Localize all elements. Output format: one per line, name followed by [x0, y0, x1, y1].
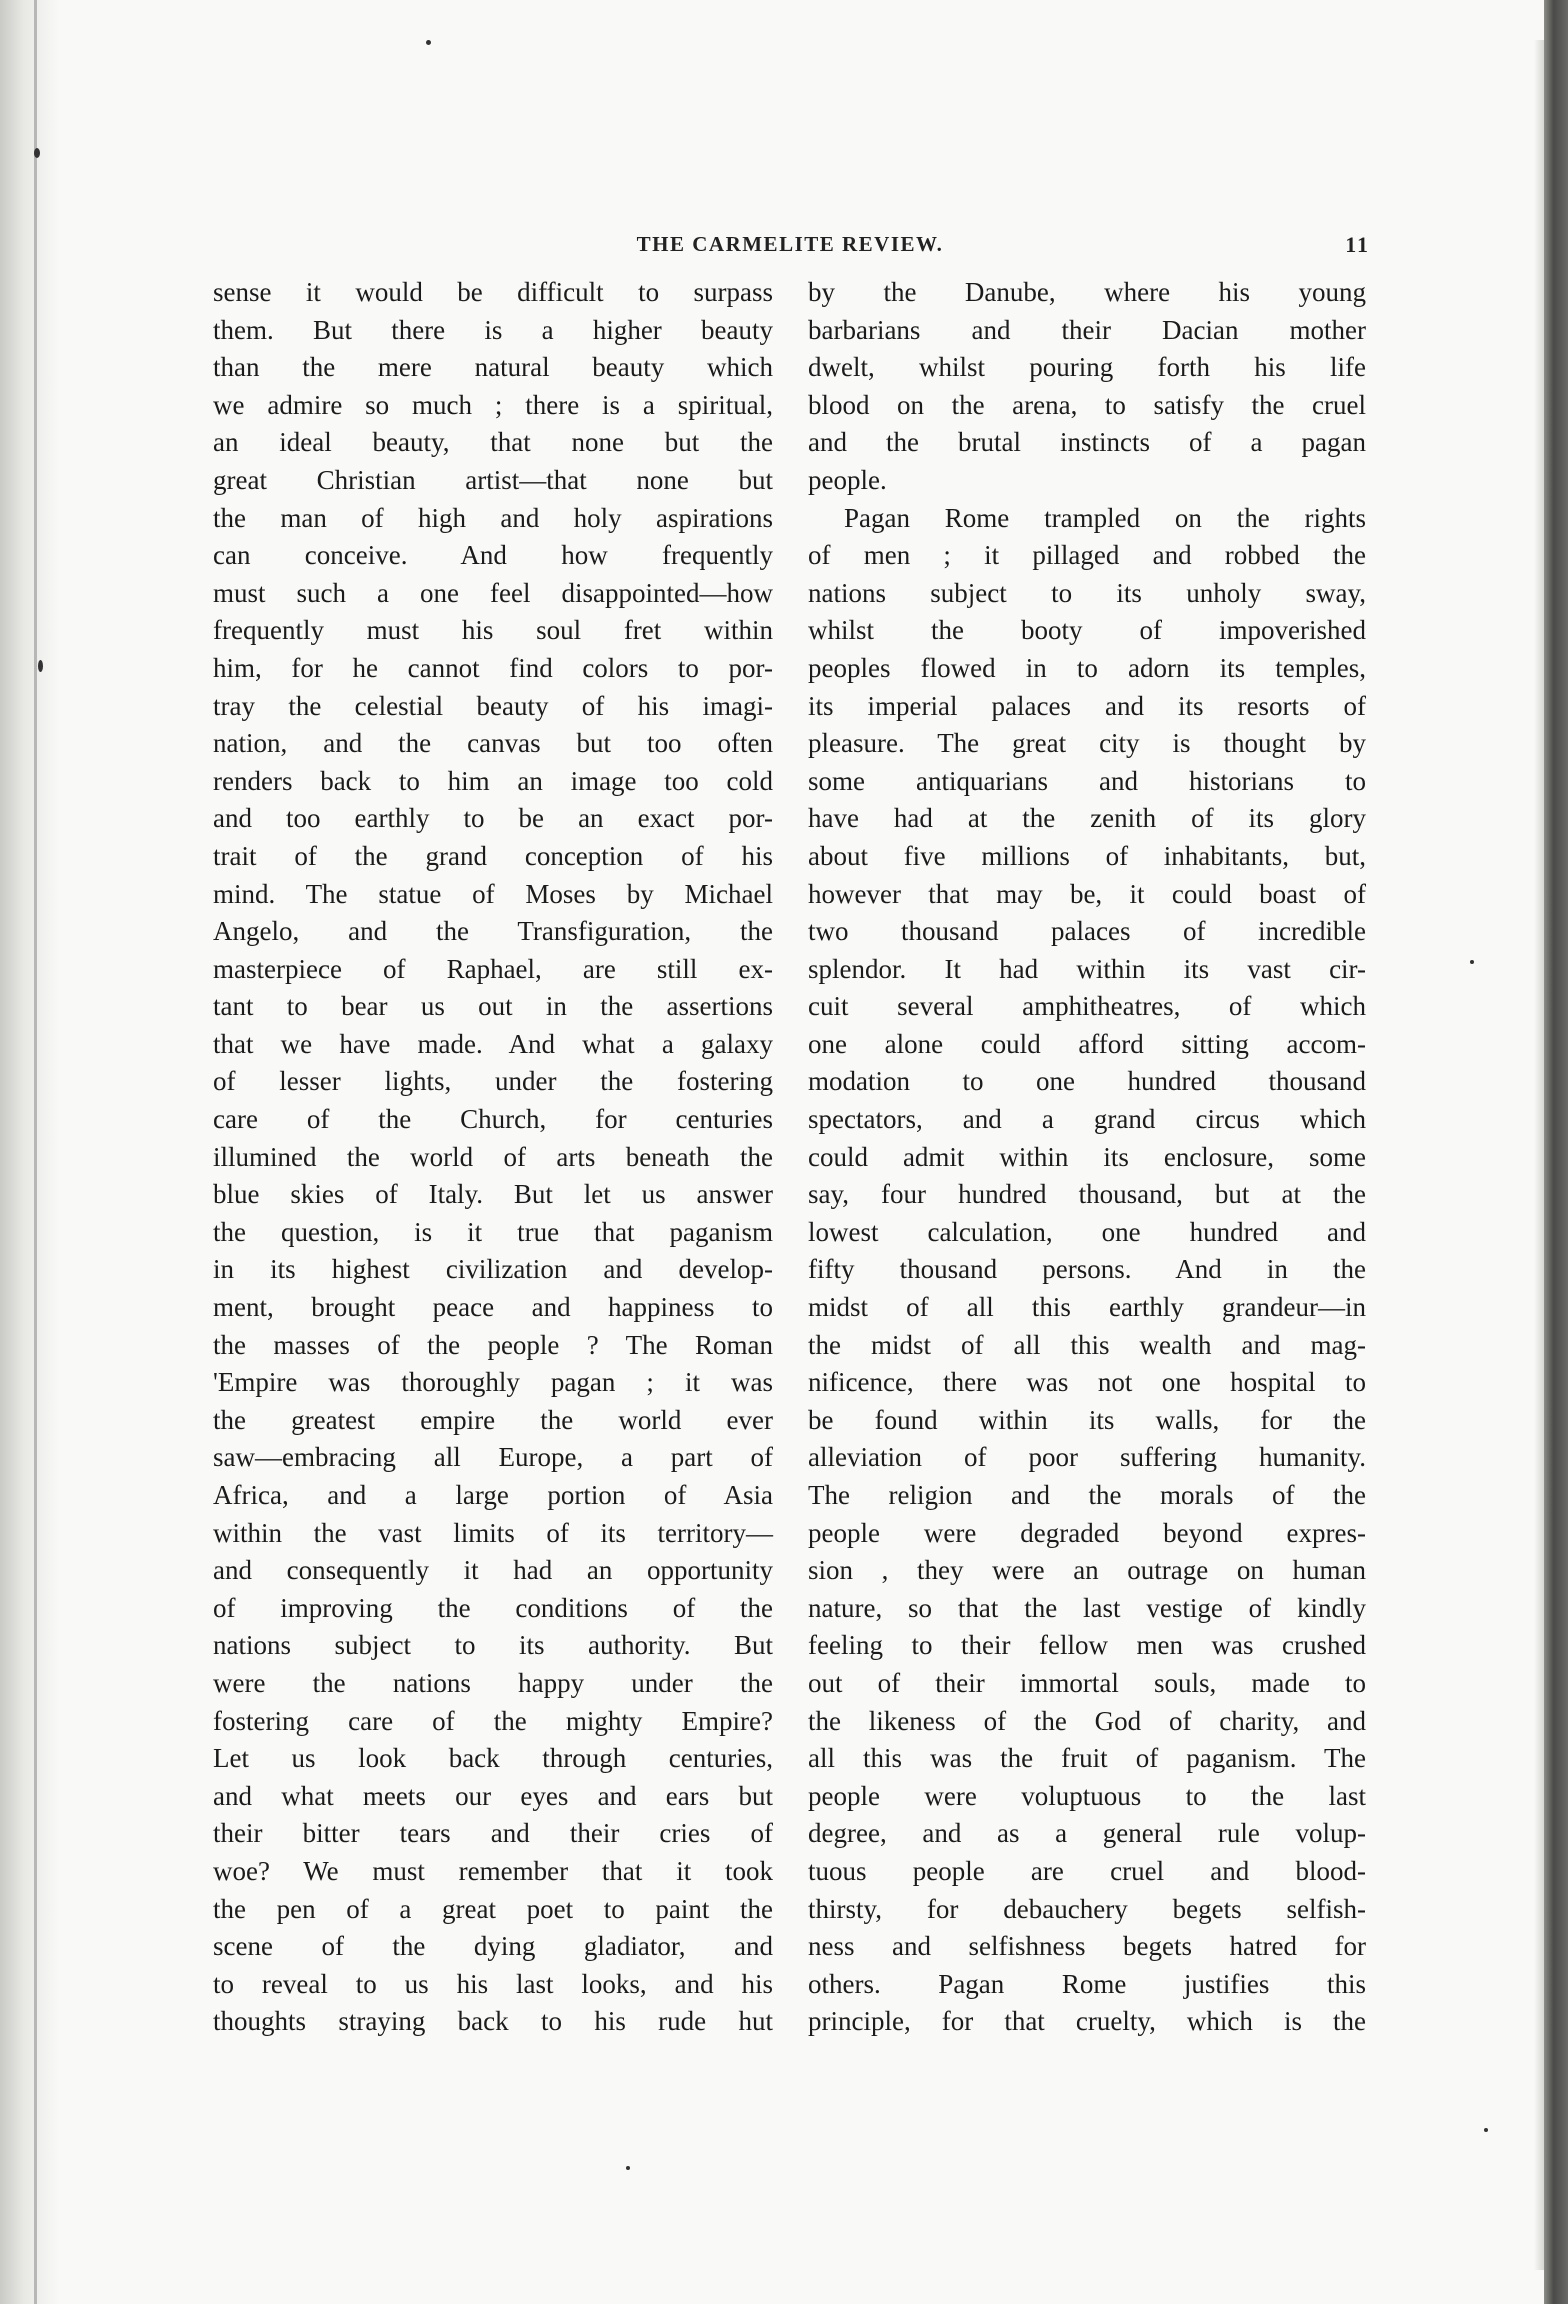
scan-speck — [1470, 960, 1474, 964]
text-line: out of their immortal souls, made to — [808, 1667, 1366, 1698]
running-header — [210, 232, 1370, 272]
text-line: must such a one feel disappointed—how — [213, 577, 773, 608]
text-line: splendor. It had within its vast cir- — [808, 953, 1366, 984]
scan-speck — [1484, 2128, 1488, 2132]
text-line: whilst the booty of impoverished — [808, 615, 1366, 646]
page-number: 11 — [1345, 232, 1370, 257]
text-line: degree, and as a general rule volup- — [808, 1818, 1366, 1849]
text-line: that we have made. And what a galaxy — [213, 1028, 773, 1059]
text-line: spectators, and a grand circus which — [808, 1104, 1366, 1135]
text-line: lowest calculation, one hundred and — [808, 1216, 1366, 1247]
text-line: midst of all this earthly grandeur—in — [808, 1292, 1366, 1323]
text-line: dwelt, whilst pouring forth his life — [808, 352, 1366, 383]
text-line: renders back to him an image too cold — [213, 765, 773, 796]
text-line: to reveal to us his last looks, and his — [213, 1968, 773, 1999]
scan-speck — [426, 40, 431, 45]
text-line: saw—embracing all Europe, a part of — [213, 1442, 773, 1473]
book-edge — [1544, 0, 1568, 2304]
text-line: have had at the zenith of its glory — [808, 803, 1366, 834]
text-line: others. Pagan Rome justifies this — [808, 1968, 1366, 1999]
text-line: its imperial palaces and its resorts of — [808, 690, 1366, 721]
text-line: Let us look back through centuries, — [213, 1743, 773, 1774]
left-text-column — [213, 274, 773, 2041]
text-line: Pagan Rome trampled on the rights — [844, 502, 1366, 533]
text-line: in its highest civilization and develop- — [213, 1254, 773, 1285]
text-line: frequently must his soul fret within — [213, 615, 773, 646]
text-line: say, four hundred thousand, but at the — [808, 1179, 1366, 1210]
page-binding-edge — [34, 0, 37, 2304]
page-edge-shadow — [1534, 40, 1544, 2270]
text-line: tant to bear us out in the assertions — [213, 991, 773, 1022]
text-line: The religion and the morals of the — [808, 1480, 1366, 1510]
text-line: were the nations happy under the — [213, 1667, 773, 1698]
text-line: principle, for that cruelty, which is the — [808, 2006, 1366, 2037]
text-line: sense it would be difficult to surpass — [213, 277, 773, 307]
text-line: the masses of the people ? The Roman — [213, 1329, 773, 1360]
page-gutter-shadow — [0, 0, 60, 2304]
text-line: nations subject to its unholy sway, — [808, 577, 1366, 608]
text-line: ment, brought peace and happiness to — [213, 1292, 773, 1323]
text-line: people. — [808, 464, 887, 495]
text-line: people were voluptuous to the last — [808, 1780, 1366, 1811]
text-line: them. But there is a higher beauty — [213, 314, 773, 345]
right-text-column — [808, 274, 1366, 2041]
text-line: sion , they were an outrage on human — [808, 1555, 1366, 1586]
text-line: nations subject to its authority. But — [213, 1630, 773, 1661]
text-line: scene of the dying gladiator, and — [213, 1931, 773, 1962]
text-line: him, for he cannot find colors to por- — [213, 652, 773, 683]
text-line: thoughts straying back to his rude hut — [213, 2006, 773, 2037]
text-line: we admire so much ; there is a spiritual, — [213, 389, 773, 420]
text-line: Angelo, and the Transfiguration, the — [213, 916, 773, 947]
text-line: alleviation of poor suffering humanity. — [808, 1442, 1366, 1473]
text-line: about five millions of inhabitants, but, — [808, 840, 1366, 871]
text-line: and consequently it had an opportunity — [213, 1555, 773, 1586]
scan-speck — [38, 660, 43, 672]
text-line: blood on the arena, to satisfy the cruel — [808, 389, 1366, 420]
text-line: nation, and the canvas but too often — [213, 728, 773, 759]
text-line: two thousand palaces of incredible — [808, 916, 1366, 947]
text-line: one alone could afford sitting accom- — [808, 1028, 1366, 1059]
text-line: and too earthly to be an exact por- — [213, 803, 773, 834]
text-line: Africa, and a large portion of Asia — [213, 1480, 773, 1510]
text-line: of lesser lights, under the fostering — [213, 1066, 773, 1097]
text-line: thirsty, for debauchery begets selfish- — [808, 1893, 1366, 1924]
text-line: peoples flowed in to adorn its temples, — [808, 652, 1366, 683]
text-line: 'Empire was thoroughly pagan ; it was — [213, 1367, 773, 1398]
text-line: their bitter tears and their cries of — [213, 1818, 773, 1849]
text-line: care of the Church, for centuries — [213, 1104, 773, 1135]
text-line: barbarians and their Dacian mother — [808, 314, 1366, 345]
text-line: the likeness of the God of charity, and — [808, 1705, 1366, 1736]
text-line: some antiquarians and historians to — [808, 765, 1366, 796]
text-line: ness and selfishness begets hatred for — [808, 1931, 1366, 1962]
text-line: could admit within its enclosure, some — [808, 1141, 1366, 1172]
text-line: mind. The statue of Moses by Michael — [213, 878, 773, 909]
text-line: all this was the fruit of paganism. The — [808, 1743, 1366, 1774]
text-line: however that may be, it could boast of — [808, 878, 1366, 909]
text-line: illumined the world of arts beneath the — [213, 1141, 773, 1172]
text-line: nature, so that the last vestige of kindly — [808, 1592, 1366, 1623]
text-line: within the vast limits of its territory— — [213, 1517, 773, 1548]
text-line: the midst of all this wealth and mag- — [808, 1329, 1366, 1360]
text-line: the man of high and holy aspirations — [213, 502, 773, 533]
text-line: trait of the grand conception of his — [213, 840, 773, 871]
text-line: be found within its walls, for the — [808, 1404, 1366, 1435]
text-line: the greatest empire the world ever — [213, 1404, 773, 1435]
text-line: and the brutal instincts of a pagan — [808, 427, 1366, 458]
text-line: the pen of a great poet to paint the — [213, 1893, 773, 1924]
text-line: fifty thousand persons. And in the — [808, 1254, 1366, 1285]
text-line: tuous people are cruel and blood- — [808, 1855, 1366, 1886]
text-line: can conceive. And how frequently — [213, 540, 773, 571]
scan-speck — [626, 2166, 630, 2170]
text-line: nificence, there was not one hospital to — [808, 1367, 1366, 1398]
text-line: the question, is it true that paganism — [213, 1216, 773, 1247]
text-line: feeling to their fellow men was crushed — [808, 1630, 1366, 1661]
text-line: blue skies of Italy. But let us answer — [213, 1179, 773, 1210]
text-line: people were degraded beyond expres- — [808, 1517, 1366, 1548]
text-line: great Christian artist—that none but — [213, 464, 773, 495]
text-line: pleasure. The great city is thought by — [808, 728, 1366, 759]
text-line: of men ; it pillaged and robbed the — [808, 540, 1366, 571]
text-line: modation to one hundred thousand — [808, 1066, 1366, 1097]
text-line: woe? We must remember that it took — [213, 1855, 773, 1886]
text-line: masterpiece of Raphael, are still ex- — [213, 953, 773, 984]
text-line: and what meets our eyes and ears but — [213, 1780, 773, 1811]
text-line: tray the celestial beauty of his imagi- — [213, 690, 773, 721]
scan-speck — [34, 148, 40, 158]
text-line: than the mere natural beauty which — [213, 352, 773, 383]
text-line: of improving the conditions of the — [213, 1592, 773, 1623]
text-line: fostering care of the mighty Empire? — [213, 1705, 773, 1736]
text-line: cuit several amphitheatres, of which — [808, 991, 1366, 1022]
text-line: by the Danube, where his young — [808, 277, 1366, 307]
text-line: an ideal beauty, that none but the — [213, 427, 773, 458]
journal-title: THE CARMELITE REVIEW. — [636, 232, 944, 256]
